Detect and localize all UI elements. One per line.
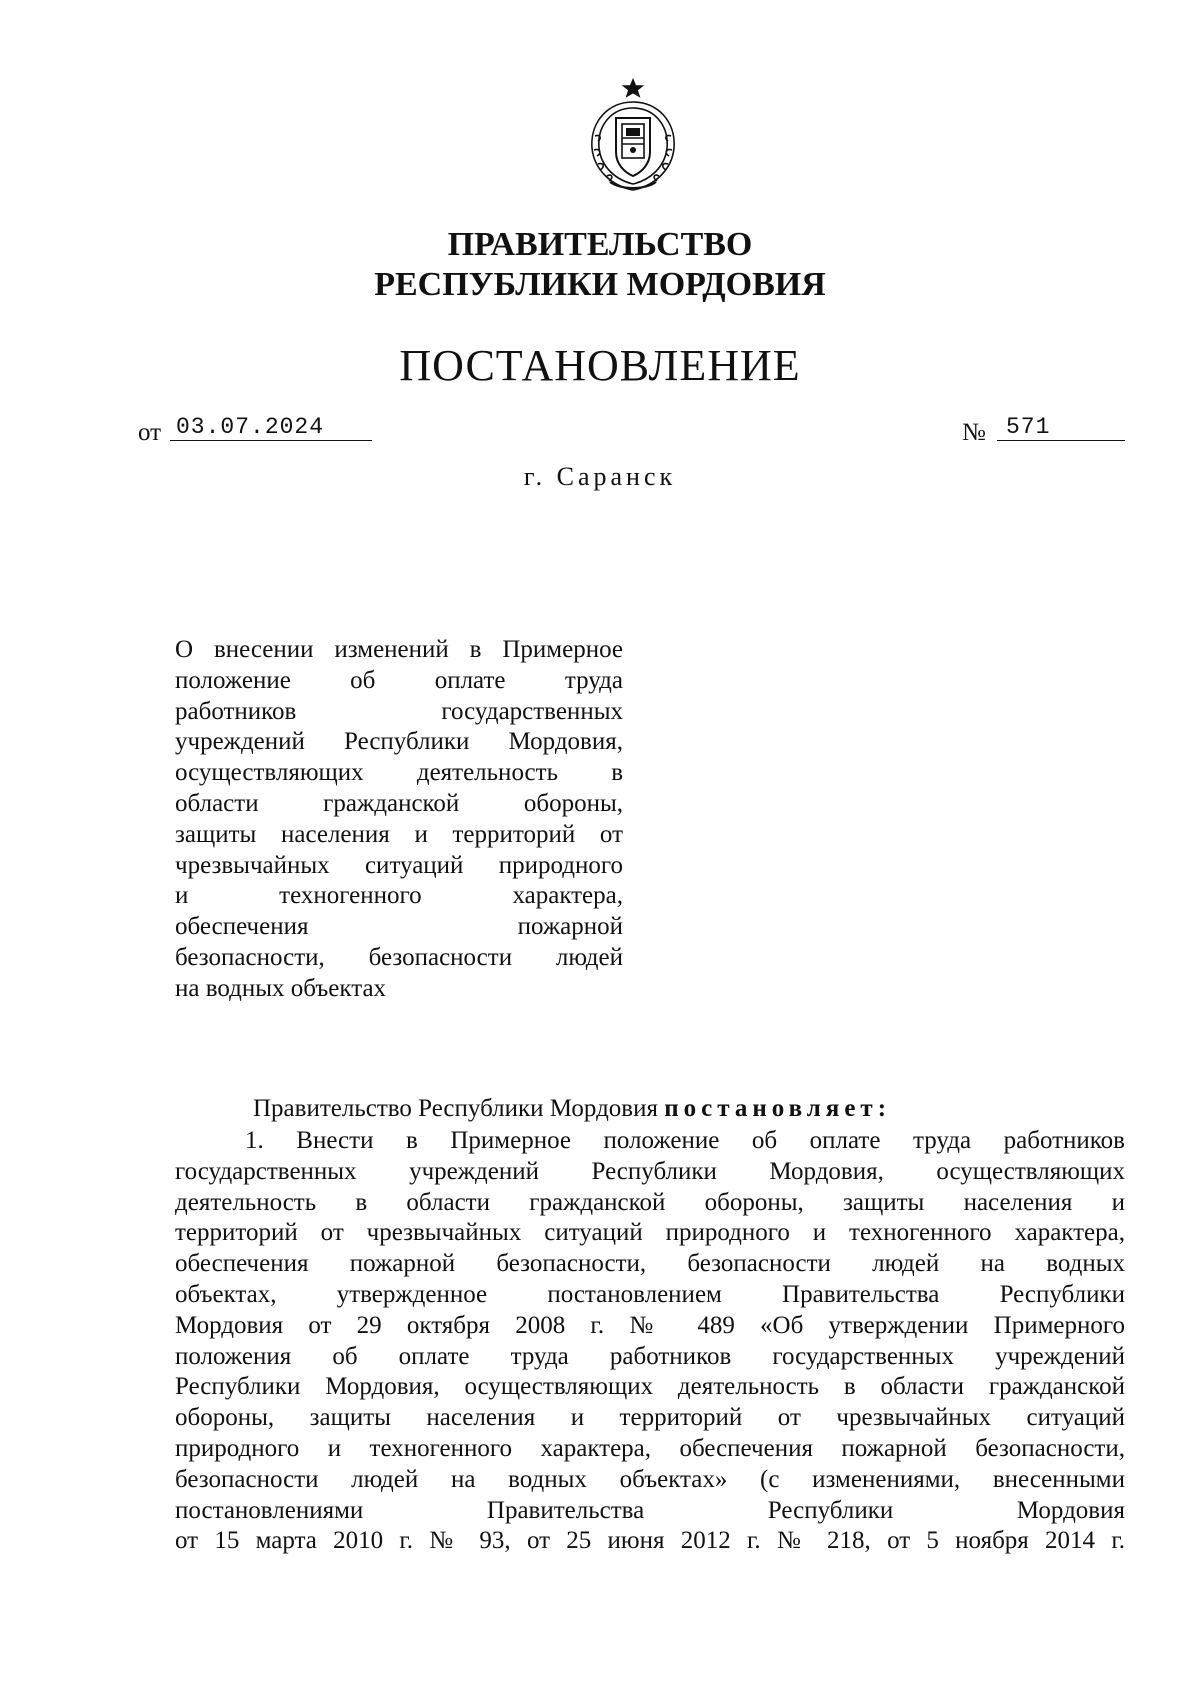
- paragraph-line: обороны, защиты населения и территорий от чрезвычайных ситуаций: [175, 1404, 1125, 1432]
- paragraph-line: территорий от чрезвычайных ситуаций природного и техногенного характера,: [175, 1219, 1125, 1247]
- city-name: г. Саранск: [523, 462, 677, 491]
- subject-line: и техногенного характера,: [175, 882, 623, 910]
- date-underline: [170, 440, 372, 441]
- paragraph-line: обеспечения пожарной безопасности, безопасности людей на водных: [175, 1250, 1125, 1278]
- coat-of-arms-emblem: [580, 78, 686, 198]
- paragraph-line: от 15 марта 2010 г. № 93, от 25 июня 2012 г. № 218, от 5 ноября 2014 г.: [175, 1527, 1125, 1555]
- subject-line: области гражданской обороны,: [175, 789, 623, 817]
- paragraph-line: объектах, утвержденное постановлением Правительства Республики: [175, 1280, 1125, 1308]
- paragraph-line: безопасности людей на водных объектах» (с изменениями, внесенными: [175, 1465, 1125, 1493]
- paragraph-line: государственных учреждений Республики Мордовия, осуществляющих: [175, 1157, 1125, 1185]
- subject-line: обеспечения пожарной: [175, 913, 623, 941]
- subject-line: защиты населения и территорий от: [175, 820, 623, 848]
- decree-intro: Правительство Республики Мордовия: [253, 1095, 658, 1122]
- document-date: 03.07.2024: [176, 414, 325, 440]
- paragraph-line: деятельность в области гражданской обороны, защиты населения и: [175, 1188, 1125, 1216]
- subject-line: работников государственных: [175, 697, 623, 725]
- number-underline: [997, 440, 1125, 441]
- organization-name-line2: РЕСПУБЛИКИ МОРДОВИЯ: [374, 266, 826, 303]
- decree-verb: постановляет:: [664, 1095, 892, 1122]
- paragraph-line: Мордовия от 29 октября 2008 г. № 489 «Об утверждении Примерного: [175, 1311, 1125, 1339]
- number-label: №: [962, 419, 986, 446]
- subject-line: осуществляющих деятельность в: [175, 759, 623, 787]
- date-label: от: [138, 419, 162, 446]
- subject-line: безопасности, безопасности людей: [175, 943, 623, 971]
- paragraph-line: природного и техногенного характера, обеспечения пожарной безопасности,: [175, 1434, 1125, 1462]
- document-type-title: ПОСТАНОВЛЕНИЕ: [399, 341, 801, 390]
- subject-line: на водных объектах: [175, 974, 387, 1002]
- document-subject: [175, 635, 623, 1005]
- organization-name-line1: ПРАВИТЕЛЬСТВО: [447, 226, 753, 263]
- paragraph-line: постановлениями Правительства Республики Мордовия: [175, 1496, 1125, 1524]
- subject-line: положение об оплате труда: [175, 666, 623, 694]
- subject-line: О внесении изменений в Примерное: [175, 636, 623, 663]
- subject-line: учреждений Республики Мордовия,: [175, 728, 623, 756]
- paragraph-line: Республики Мордовия, осуществляющих деятельность в области гражданской: [175, 1373, 1125, 1401]
- paragraph-line: 1. Внести в Примерное положение об оплате труда работников: [245, 1127, 1125, 1154]
- document-number: 571: [1006, 414, 1051, 440]
- paragraph-1: [175, 1126, 1125, 1557]
- subject-line: чрезвычайных ситуаций природного: [175, 851, 623, 879]
- decree-statement: [253, 1094, 891, 1125]
- paragraph-line: положения об оплате труда работников государственных учреждений: [175, 1342, 1125, 1370]
